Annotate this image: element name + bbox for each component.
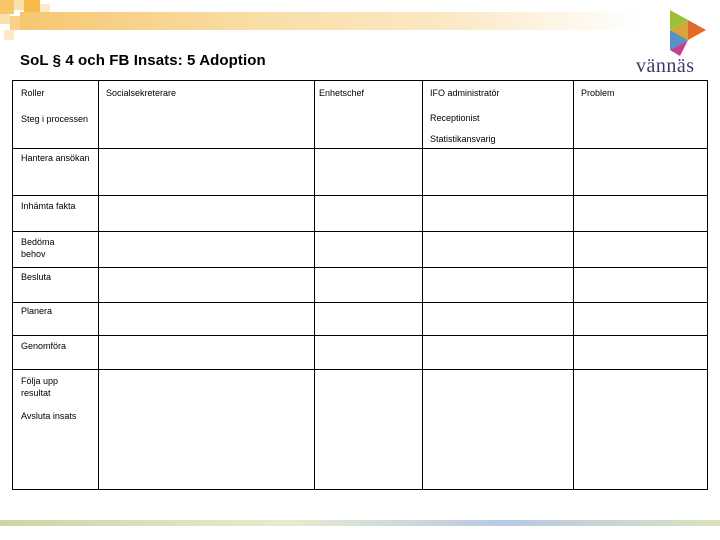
footer-decoration	[0, 520, 720, 526]
row-label: Besluta	[21, 272, 52, 282]
column-header-ifo-administrator: IFO administratör	[430, 88, 500, 98]
row-label: Hantera ansökan	[21, 153, 90, 163]
logo-text: vännäs	[636, 55, 695, 77]
column-header-socialsekreterare: Socialsekreterare	[106, 88, 177, 98]
header-gradient-bar	[20, 12, 640, 30]
row-label: Planera	[21, 306, 53, 316]
row-label: Följa upp resultat	[21, 376, 59, 398]
process-table	[12, 80, 708, 490]
row-label: Bedöma behov	[21, 237, 55, 259]
row-label: Inhämta fakta	[21, 201, 76, 211]
role-statistikansvarig: Statistikansvarig	[430, 134, 496, 144]
page-title: SoL § 4 och FB Insats: 5 Adoption	[20, 52, 266, 69]
column-header-roller: Roller	[21, 88, 45, 98]
row-label: Genomföra	[21, 341, 67, 351]
row-label: Steg i processen	[21, 114, 89, 124]
column-header-enhetschef: Enhetschef	[319, 88, 365, 98]
column-header-problem: Problem	[581, 88, 615, 98]
row-label: Avsluta insats	[21, 411, 77, 421]
role-receptionist: Receptionist	[430, 113, 480, 123]
